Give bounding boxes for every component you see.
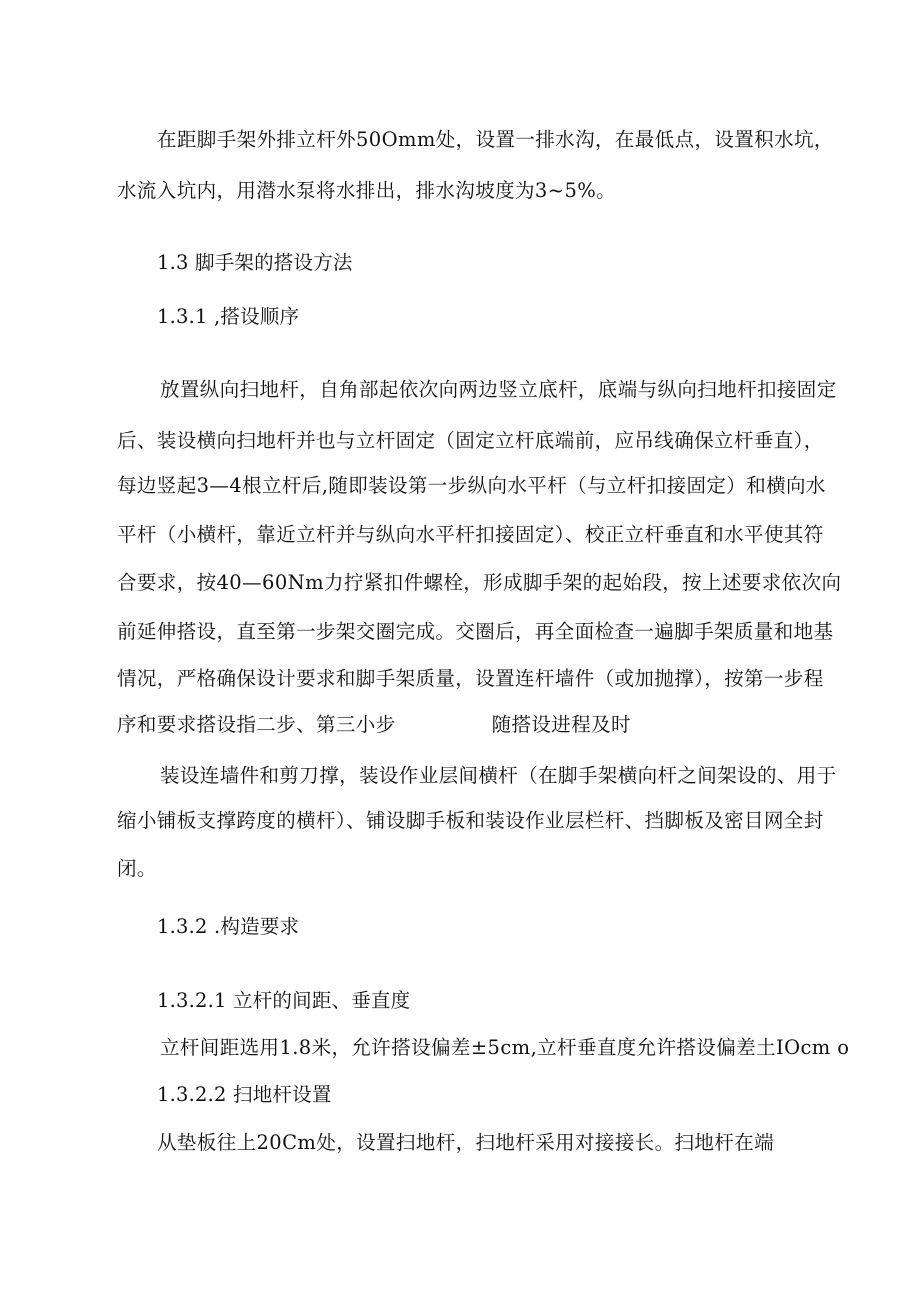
heading-1-3: 1.3 脚手架的搭设方法 — [157, 251, 353, 274]
drain-paragraph-line-1: 在距脚手架外排立杆外50Omm处，设置一排水沟，在最低点，设置积水坑， — [157, 128, 834, 151]
erection-paragraph-line-3: 每边竖起3—4根立杆后,随即装设第一步纵向水平杆（与立杆扣接固定）和横向水 — [117, 474, 826, 497]
erection-paragraph-line-2: 后、装设横向扫地杆并也与立杆固定（固定立杆底端前，应吊线确保立杆垂直）， — [117, 429, 824, 452]
erection-paragraph-line-1: 放置纵向扫地杆，自角部起依次向两边竖立底杆，底端与纵向扫地杆扣接固定 — [160, 378, 837, 401]
sweep-rod-text: 从垫板往上20Cm处，设置扫地杆，扫地杆采用对接接长。扫地杆在端 — [157, 1131, 775, 1154]
erection-paragraph-line-7: 情况，严格确保设计要求和脚手架质量，设置连杆墙件（或加抛撑），按第一步程 — [117, 667, 824, 690]
bracing-paragraph-line-1: 装设连墙件和剪刀撑，装设作业层间横杆（在脚手架横向杆之间架设的、用于 — [160, 764, 837, 787]
erection-paragraph-line-8-part-b: 随搭设进程及时 — [491, 713, 631, 736]
bracing-paragraph-line-3: 闭。 — [117, 857, 157, 880]
erection-paragraph-line-6: 前延伸搭设，直至第一步架交圈完成。交圈后，再全面检查一遍脚手架质量和地基 — [117, 620, 834, 643]
erection-paragraph-line-5: 合要求，按40—60Nm力拧紧扣件螺栓，形成脚手架的起始段，按上述要求依次向 — [117, 571, 842, 594]
pole-spacing-text: 立杆间距选用1.8米，允许搭设偏差±5cm,立杆垂直度允许搭设偏差土IOcm o — [160, 1036, 850, 1059]
heading-1-3-2-2: 1.3.2.2 扫地杆设置 — [157, 1083, 332, 1106]
heading-1-3-1: 1.3.1 ,搭设顺序 — [157, 305, 300, 328]
erection-paragraph-line-8-part-a: 序和要求搭设指二步、第三小步 — [117, 713, 396, 736]
bracing-paragraph-line-2: 缩小铺板支撑跨度的横杆）、铺设脚手板和装设作业层栏杆、挡脚板及密目网全封 — [117, 809, 824, 832]
heading-1-3-2: 1.3.2 .构造要求 — [157, 915, 300, 938]
drain-paragraph-line-2: 水流入坑内，用潜水泵将水排出，排水沟坡度为3~5%。 — [117, 179, 617, 202]
erection-paragraph-line-8 — [117, 712, 631, 738]
heading-1-3-2-1: 1.3.2.1 立杆的间距、垂直度 — [157, 989, 411, 1012]
erection-paragraph-line-4: 平杆（小横杆，靠近立杆并与纵向水平杆扣接固定）、校正立杆垂直和水平使其符 — [117, 523, 824, 546]
